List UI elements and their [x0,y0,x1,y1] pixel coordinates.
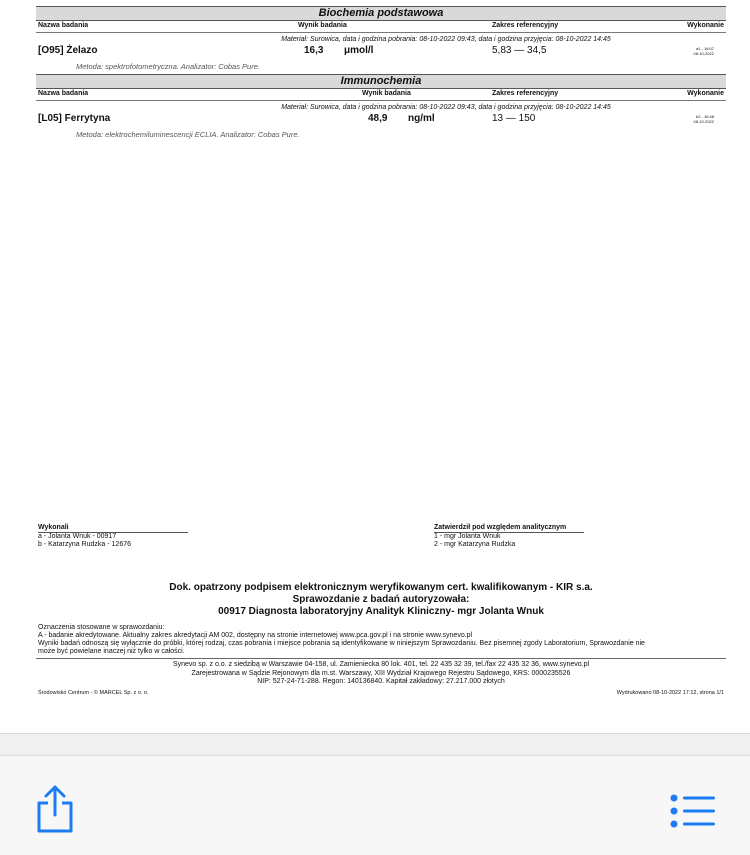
reference-range: 5,83 — 34,5 [492,45,547,56]
company-info [36,661,726,687]
approved-line: 1 - mgr Jolanta Wnuk [434,533,501,540]
authorized-heading: Sprawozdanie z badań autoryzowała: [292,594,470,605]
execution-stamp-line1: b2 - 16:48 [695,114,714,119]
menu-button[interactable] [670,794,716,828]
method-info: Metoda: elektrochemiluminescencji ECLIA. Analizator: Cobas Pure. [76,130,300,139]
share-button[interactable] [34,784,76,834]
e-signature-note: Dok. opatrzony podpisem elektronicznym weryfikowanym cert. kwalifikowanym - KIR s.a. [169,582,593,593]
bottom-toolbar [0,755,750,855]
material-info: Materiał: Surowica, data i godzina pobrania: 08-10-2022 09:43, data i godzina przyjęcia: 08-10-2022 14:45 [281,36,611,43]
column-name-header: Nazwa badania [38,22,89,29]
approved-line: 2 - mgr Katarzyna Rudzka [434,541,516,548]
performed-line: a - Jolanta Wnuk - 00917 [38,533,117,540]
notes-line: A - badanie akredytowane. Aktualny zakres akredytacji AM 002, dostępny na stronie internetowej www.pca.gov.pl i na stronie www.synevo.pl [38,632,473,639]
column-name-header: Nazwa badania [38,90,89,97]
notes-line: Wyniki badań odnoszą się wyłącznie do próbki, której rodzaj, czas pobrania i miejsce pobrania są identyfikowane w niniejszym Sprawozdaniu. Bez pisemnej zgody Laboratorium, Sprawozdanie nie [38,640,645,647]
result-row [36,113,726,128]
company-line: NIP: 527-24-71-288. Regon: 140136840. Kapitał zakładowy: 27.217.000 złotych [257,678,505,685]
result-value: 16,3 [304,45,324,56]
result-unit: μmol/l [344,45,374,56]
performed-heading: Wykonali [38,524,188,533]
results-document [36,0,726,142]
software-credit: Środowisko Centrum - © MARCEL Sp. z o. o. [38,690,149,696]
result-unit: ng/ml [408,113,435,124]
performed-line: b - Katarzyna Rudzka - 12676 [38,541,131,548]
footer-divider [36,658,726,659]
execution-stamp-line2: 08-10-2022 [693,51,714,56]
material-info: Materiał: Surowica, data i godzina pobrania: 08-10-2022 09:43, data i godzina przyjęcia: 08-10-2022 14:45 [281,104,611,111]
execution-stamp [694,114,714,124]
column-range-header: Zakres referencyjny [492,22,559,29]
notes-line: może być powielane inaczej niż tylko w całości. [38,648,185,655]
list-menu-icon [670,794,716,828]
reference-range: 13 — 150 [492,113,536,124]
test-name: [O95] Żelazo [38,45,98,56]
result-row [36,45,726,60]
column-done-header: Wykonanie [687,90,724,97]
column-headers [36,89,726,101]
column-range-header: Zakres referencyjny [492,90,559,97]
column-result-header: Wynik badania [362,90,411,97]
approved-by-block [434,524,584,549]
column-result-header: Wynik badania [298,22,347,29]
share-icon [34,784,76,834]
execution-stamp-line1: a1 - 16:07 [695,46,714,51]
section-title: Biochemia podstawowa [36,6,726,21]
page-separator [0,733,750,756]
section-immunochemia [36,74,726,142]
performed-by-block [38,524,188,549]
execution-stamp-line2: 08-10-2022 [693,119,714,124]
notes-line: Oznaczenia stosowane w sprawozdaniu: [38,624,165,631]
notes-block [38,624,728,656]
company-line: Zarejestrowana w Sądzie Rejonowym dla m.st. Warszawy, XIII Wydział Krajowego Rejestru Sądowego, KRS: 0000235526 [191,669,571,677]
authorized-person: 00917 Diagnosta laboratoryjny Analityk Kliniczny- mgr Jolanta Wnuk [218,606,544,617]
section-title: Immunochemia [36,74,726,89]
column-done-header: Wykonanie [687,22,724,29]
print-info: Wydrukowano 08-10-2022 17:12, strona 1/1 [616,690,724,696]
company-line: Synevo sp. z o.o. z siedzibą w Warszawie 04-158, ul. Zamieniecka 80 lok. 401, tel. 22 435 32 39, tel./fax 22 435 32 36, www.synevo.pl [172,661,590,668]
result-value: 48,9 [368,113,388,124]
column-headers [36,21,726,33]
section-biochemia [36,6,726,74]
approved-heading: Zatwierdził pod względem analitycznym [434,524,584,533]
method-info: Metoda: spektrofotometryczna. Analizator: Cobas Pure. [76,62,260,71]
execution-stamp [694,46,714,56]
test-name: [L05] Ferrytyna [38,113,111,124]
